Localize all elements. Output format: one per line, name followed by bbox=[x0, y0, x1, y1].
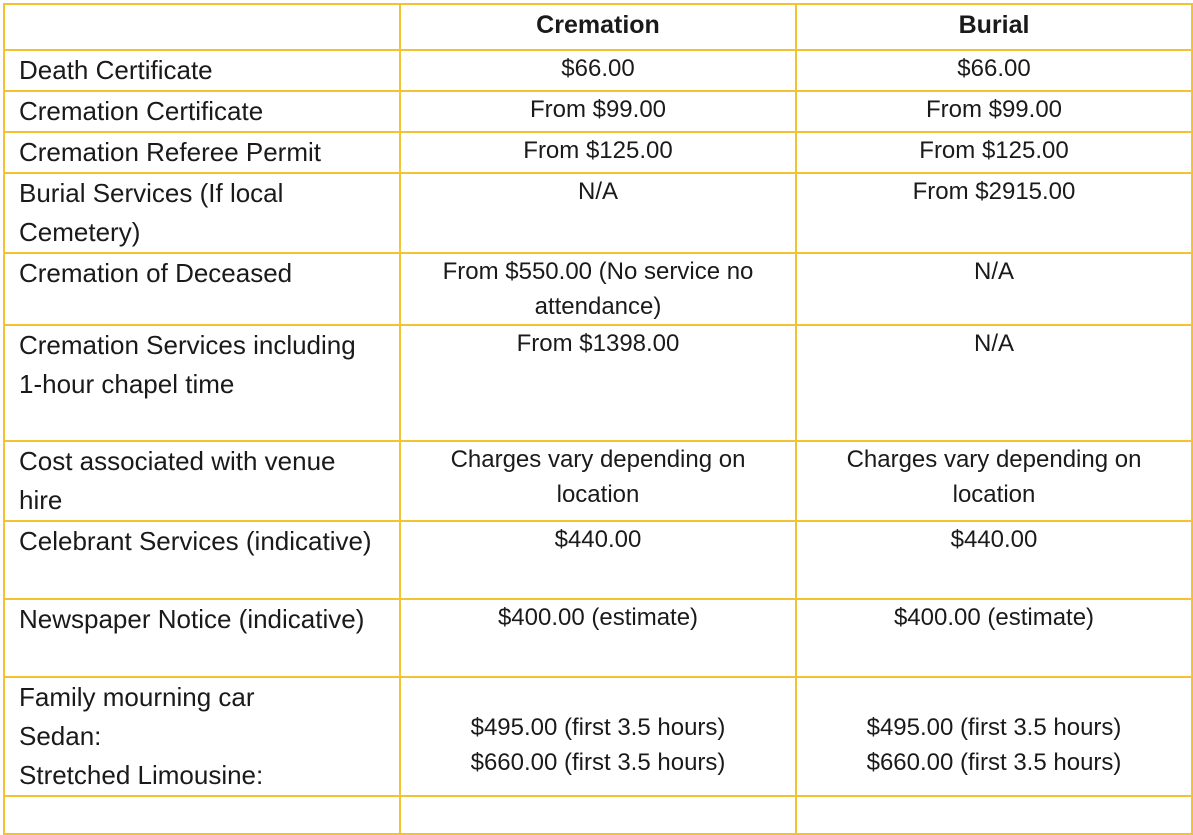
burial-cell: N/A bbox=[796, 325, 1192, 441]
cremation-cell: N/A bbox=[400, 173, 796, 253]
burial-cell: Charges vary depending on location bbox=[796, 441, 1192, 521]
burial-cell: From $99.00 bbox=[796, 91, 1192, 132]
burial-cell: $440.00 bbox=[796, 521, 1192, 599]
row-label: Cost associated with venue hire bbox=[4, 441, 400, 521]
burial-cell bbox=[796, 677, 1192, 796]
cremation-cell: From $125.00 bbox=[400, 132, 796, 173]
spacer bbox=[415, 678, 781, 710]
row-label: Cremation Certificate bbox=[4, 91, 400, 132]
row-label bbox=[4, 677, 400, 796]
table-row bbox=[4, 253, 1192, 325]
header-blank bbox=[4, 4, 400, 50]
mourning-car-limo-label: Stretched Limousine: bbox=[19, 760, 264, 790]
empty-cell bbox=[796, 796, 1192, 834]
mourning-car-sedan-label: Sedan: bbox=[19, 721, 102, 751]
burial-limo-price: $660.00 (first 3.5 hours) bbox=[866, 749, 1122, 776]
cremation-cell: From $1398.00 bbox=[400, 325, 796, 441]
empty-row bbox=[4, 796, 1192, 834]
burial-cell: $66.00 bbox=[796, 50, 1192, 91]
row-label: Celebrant Services (indicative) bbox=[4, 521, 400, 599]
burial-sedan-price: $495.00 (first 3.5 hours) bbox=[866, 714, 1122, 741]
row-label: Cremation Referee Permit bbox=[4, 132, 400, 173]
empty-cell bbox=[4, 796, 400, 834]
burial-cell: From $2915.00 bbox=[796, 173, 1192, 253]
row-label: Cremation of Deceased bbox=[4, 253, 400, 325]
mourning-car-title: Family mourning car bbox=[19, 682, 255, 712]
table-row bbox=[4, 173, 1192, 253]
header-cremation: Cremation bbox=[400, 4, 796, 50]
empty-cell bbox=[400, 796, 796, 834]
fee-table bbox=[3, 3, 1193, 835]
spacer bbox=[811, 678, 1177, 710]
header-burial: Burial bbox=[796, 4, 1192, 50]
table-row bbox=[4, 325, 1192, 441]
table-row bbox=[4, 521, 1192, 599]
table-row bbox=[4, 91, 1192, 132]
cremation-cell: $440.00 bbox=[400, 521, 796, 599]
cremation-cell: $400.00 (estimate) bbox=[400, 599, 796, 677]
cremation-sedan-price: $495.00 (first 3.5 hours) bbox=[470, 714, 726, 741]
header-row bbox=[4, 4, 1192, 50]
cremation-limo-price: $660.00 (first 3.5 hours) bbox=[470, 749, 726, 776]
row-label: Burial Services (If local Cemetery) bbox=[4, 173, 400, 253]
table-row bbox=[4, 441, 1192, 521]
table-row bbox=[4, 132, 1192, 173]
table-row-mourning-car bbox=[4, 677, 1192, 796]
burial-cell: From $125.00 bbox=[796, 132, 1192, 173]
cremation-cell: $66.00 bbox=[400, 50, 796, 91]
row-label: Cremation Services including 1-hour chapel time bbox=[4, 325, 400, 441]
burial-cell: $400.00 (estimate) bbox=[796, 599, 1192, 677]
burial-cell: N/A bbox=[796, 253, 1192, 325]
table-row bbox=[4, 50, 1192, 91]
row-label: Death Certificate bbox=[4, 50, 400, 91]
cremation-cell bbox=[400, 677, 796, 796]
cremation-cell: From $550.00 (No service no attendance) bbox=[400, 253, 796, 325]
table-row bbox=[4, 599, 1192, 677]
row-label: Newspaper Notice (indicative) bbox=[4, 599, 400, 677]
cremation-cell: From $99.00 bbox=[400, 91, 796, 132]
cremation-cell: Charges vary depending on location bbox=[400, 441, 796, 521]
